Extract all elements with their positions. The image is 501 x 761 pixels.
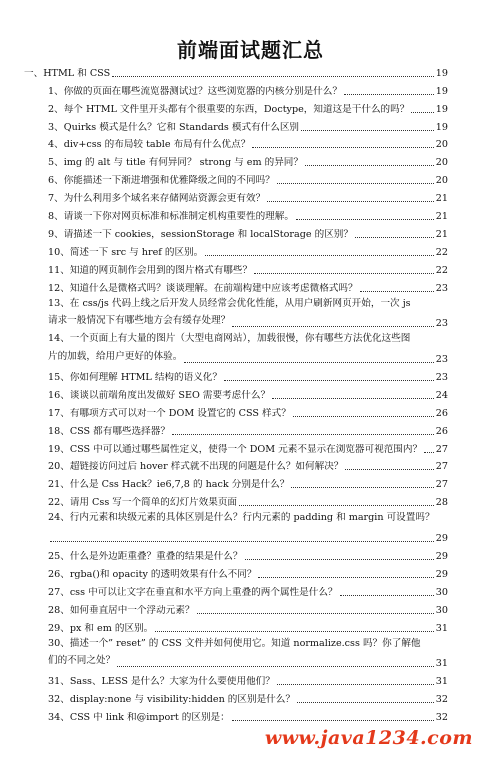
toc-entry-number: 28、 [48, 604, 70, 616]
toc-leader [172, 434, 434, 435]
toc-entry-number: 7、 [48, 193, 64, 205]
toc-leader [254, 273, 434, 274]
toc-entry-text: 简述一下 src 与 href 的区别。 [69, 246, 204, 258]
toc-page-number: 23 [435, 372, 448, 384]
toc-entry-number: 18、 [48, 425, 70, 437]
toc-entry[interactable] [24, 295, 448, 331]
toc-page-number: 28 [435, 497, 448, 509]
toc-leader [345, 469, 433, 470]
toc-entry-number: 11、 [48, 264, 70, 276]
toc-leader [267, 201, 434, 202]
toc-leader [258, 577, 433, 578]
toc-entry[interactable] [24, 241, 448, 259]
toc-entry[interactable] [24, 134, 448, 152]
toc-entry[interactable] [24, 545, 448, 563]
toc-page-number: 32 [435, 711, 448, 723]
toc-entry[interactable] [24, 80, 448, 98]
toc-entry-text: 什么是 Css Hack？ie6,7,8 的 hack 分别是什么？ [69, 479, 290, 491]
toc-page-number: 19 [435, 67, 448, 79]
toc-entry-number: 27、 [48, 586, 70, 598]
toc-entry[interactable] [24, 330, 448, 366]
toc-entry-number: 3、 [48, 121, 64, 133]
toc-entry-text: rgba()和 opacity 的透明效果有什么不同？ [69, 568, 257, 580]
toc-entry-number: 26、 [48, 568, 70, 580]
toc-page-number: 21 [435, 211, 448, 223]
toc-entry-number: 21、 [48, 479, 70, 491]
page-title: 前端面试题汇总 [177, 38, 324, 62]
toc-leader [272, 398, 434, 399]
toc-page-number: 29 [435, 550, 448, 562]
toc-section-number: 一、 [24, 67, 44, 79]
toc-entry[interactable] [24, 98, 448, 116]
toc-entry-text: 每个 HTML 文件里开头都有个很重要的东西，Doctype，知道这是干什么的吗？ [63, 103, 410, 115]
toc-page-number: 30 [435, 586, 448, 598]
toc-page-number: 22 [435, 246, 448, 258]
toc-entry-text: 24、行内元素和块级元素的具体区别是什么？行内元素的 padding 和 margin 可设置吗？ [48, 512, 435, 524]
toc-leader [277, 183, 434, 184]
toc-page-number: 20 [435, 139, 448, 151]
toc-page-number: 23 [435, 282, 448, 294]
toc-leader [245, 559, 434, 560]
toc-leader [224, 380, 434, 381]
toc-page-number: 31 [435, 676, 448, 688]
toc-entry-text-continued: 们的不同之处？ [48, 655, 116, 667]
toc-leader [232, 720, 434, 721]
toc-page-number: 27 [435, 461, 448, 473]
toc-entry-text: px 和 em 的区别。 [69, 622, 154, 634]
toc-page-number: 26 [435, 425, 448, 437]
toc-page-number: 29 [435, 568, 448, 580]
toc-entry-text: 请用 Css 写一个简单的幻灯片效果页面 [69, 497, 238, 509]
toc-leader [355, 237, 434, 238]
toc-entry[interactable] [24, 277, 448, 295]
toc-entry[interactable] [24, 688, 448, 706]
toc-entry[interactable] [24, 420, 448, 438]
toc-leader [112, 76, 434, 77]
toc-entry-number: 31、 [48, 676, 70, 688]
toc-entry-text: 谈谈以前端角度出发做好 SEO 需要考虑什么？ [69, 389, 271, 401]
toc-entry-text: CSS 都有哪些选择器？ [69, 425, 170, 437]
toc-page-number: 20 [435, 175, 448, 187]
toc-leader [252, 147, 433, 148]
toc-entry[interactable] [24, 706, 448, 724]
toc-entry-text: 知道什么是微格式吗？谈谈理解。在前端构建中应该考虑微格式吗？ [69, 282, 358, 294]
toc-entry-text: 知道的网页制作会用到的图片格式有哪些？ [69, 264, 253, 276]
toc-leader [232, 326, 434, 327]
toc-entry-number: 20、 [48, 461, 70, 473]
toc-leader [155, 631, 434, 632]
toc-leader [301, 130, 434, 131]
toc-entry[interactable] [24, 205, 448, 223]
toc-page-number: 19 [435, 85, 448, 97]
toc-leader [344, 94, 434, 95]
toc-entry-text: div+css 的布局较 table 布局有什么优点？ [63, 139, 251, 151]
toc-entry-text: 你如何理解 HTML 结构的语义化？ [69, 372, 222, 384]
toc-entry-number: 34、 [48, 711, 70, 723]
toc-entry[interactable] [24, 599, 448, 617]
toc-section-title: HTML 和 CSS [43, 67, 111, 79]
toc-entry-text: CSS 中 link 和@import 的区别是： [69, 711, 230, 723]
toc-entry-number: 2、 [48, 103, 64, 115]
toc-leader [340, 595, 434, 596]
toc-entry-number: 32、 [48, 694, 70, 706]
toc-entry-text: 14、一个页面上有大量的图片（大型电商网站），加载很慢，你有哪些方法优化这些图 [48, 333, 411, 345]
toc-page-number: 21 [435, 193, 448, 205]
toc-entry-number: 25、 [48, 550, 70, 562]
toc-leader [50, 541, 434, 542]
toc-page-number: 20 [435, 157, 448, 169]
toc-leader [239, 505, 434, 506]
toc-leader [360, 291, 434, 292]
toc-entry-text: img 的 alt 与 title 有何异同？ strong 与 em 的异同？ [63, 157, 303, 169]
watermark: www.java1234.com [264, 727, 473, 749]
toc-entry-text: 请描述一下 cookies，sessionStorage 和 localStorage 的区别？ [63, 228, 353, 240]
toc-entry-number: 6、 [48, 175, 64, 187]
toc-entry[interactable] [24, 223, 448, 241]
toc-entry-number: 17、 [48, 407, 70, 419]
toc-entry-number: 29、 [48, 622, 70, 634]
toc-entry[interactable] [24, 456, 448, 474]
toc-entry-number: 10、 [48, 246, 70, 258]
toc-entry-text: 30、描述一个” reset” 的 CSS 文件并如何使用它。知道 normalize.css 吗？你了解他 [48, 637, 421, 649]
toc-entry[interactable] [24, 402, 448, 420]
toc-leader [293, 416, 434, 417]
toc-entry-text: 有哪项方式可以对一个 DOM 设置它的 CSS 样式？ [69, 407, 291, 419]
toc-entry-text-continued: 片的加载，给用户更好的体验。 [48, 351, 183, 363]
toc-page-number: 32 [435, 694, 448, 706]
toc-entry-number: 12、 [48, 282, 70, 294]
toc-entry-text: Quirks 模式是什么？它和 Standards 模式有什么区别 [63, 121, 300, 133]
toc-leader [117, 666, 434, 667]
toc-page-number: 31 [435, 658, 448, 670]
toc-entry[interactable] [24, 617, 448, 635]
toc-leader [291, 487, 433, 488]
table-of-contents [24, 62, 448, 724]
toc-page-number: 19 [435, 121, 448, 133]
toc-entry-text: 你做的页面在哪些流览器测试过？这些浏览器的内核分别是什么？ [63, 85, 342, 97]
toc-page-number: 26 [435, 407, 448, 419]
toc-entry[interactable] [24, 384, 448, 402]
toc-entry-text: 你能描述一下渐进增强和优雅降级之间的不同吗？ [63, 175, 275, 187]
toc-entry-number: 15、 [48, 372, 70, 384]
toc-entry[interactable] [24, 169, 448, 187]
toc-entry[interactable] [24, 187, 448, 205]
toc-page-number: 23 [435, 318, 448, 330]
toc-section[interactable] [24, 62, 448, 80]
toc-entry-number: 9、 [48, 228, 64, 240]
toc-entry-text: Sass、LESS 是什么？大家为什么要使用他们？ [69, 676, 275, 688]
toc-entry[interactable] [24, 438, 448, 456]
toc-leader [305, 165, 434, 166]
toc-entry-text: 为什么利用多个域名来存储网站资源会更有效？ [63, 193, 266, 205]
toc-page-number: 24 [435, 389, 448, 401]
toc-entry[interactable] [24, 116, 448, 134]
toc-entry[interactable] [24, 473, 448, 491]
toc-leader [205, 255, 434, 256]
toc-entry-text: display:none 与 visibility:hidden 的区别是什么？ [69, 694, 295, 706]
toc-leader [197, 613, 434, 614]
toc-page-number: 29 [435, 533, 448, 545]
toc-entry[interactable] [24, 366, 448, 384]
toc-leader [411, 112, 433, 113]
toc-entry[interactable] [24, 509, 448, 545]
toc-entry-text: 超链接访问过后 hover 样式就不出现的问题是什么？如何解决？ [69, 461, 344, 473]
toc-entry[interactable] [24, 563, 448, 581]
toc-page-number: 27 [435, 443, 448, 455]
toc-entry-text: 请谈一下你对网页标准和标准制定机构重要性的理解。 [63, 211, 294, 223]
toc-entry-text: css 中可以让文字在垂直和水平方向上重叠的两个属性是什么？ [69, 586, 338, 598]
toc-entry[interactable] [24, 670, 448, 688]
toc-entry-number: 8、 [48, 211, 64, 223]
toc-leader [297, 702, 434, 703]
toc-entry-number: 1、 [48, 85, 64, 97]
toc-entry-text: 如何垂直居中一个浮动元素？ [69, 604, 195, 616]
toc-entry[interactable] [24, 635, 448, 671]
toc-page-number: 19 [435, 103, 448, 115]
toc-leader [277, 684, 434, 685]
toc-entry[interactable] [24, 491, 448, 509]
toc-page-number: 23 [435, 354, 448, 366]
toc-entry-text: 13、在 css/js 代码上线之后开发人员经常会优化性能，从用户刷新网页开始，一次 js [48, 297, 411, 309]
toc-entry-number: 19、 [48, 443, 70, 455]
toc-entry-number: 5、 [48, 157, 64, 169]
toc-page-number: 31 [435, 622, 448, 634]
toc-entry-number: 22、 [48, 497, 70, 509]
toc-entry-text: 什么是外边距重叠？重叠的结果是什么？ [69, 550, 243, 562]
toc-leader [296, 219, 434, 220]
toc-entry-number: 4、 [48, 139, 64, 151]
toc-entry-text-continued: 请求一般情况下有哪些地方会有缓存处理？ [48, 315, 231, 327]
toc-entry-number: 16、 [48, 389, 70, 401]
toc-page-number: 22 [435, 264, 448, 276]
toc-leader [424, 452, 434, 453]
toc-entry[interactable] [24, 259, 448, 277]
toc-leader [184, 362, 433, 363]
toc-page-number: 30 [435, 604, 448, 616]
toc-entry[interactable] [24, 151, 448, 169]
toc-entry[interactable] [24, 581, 448, 599]
toc-entry-text: CSS 中可以通过哪些属性定义，使得一个 DOM 元素不显示在浏览器可视范围内？ [69, 443, 423, 455]
toc-page-number: 27 [435, 479, 448, 491]
toc-page-number: 21 [435, 228, 448, 240]
